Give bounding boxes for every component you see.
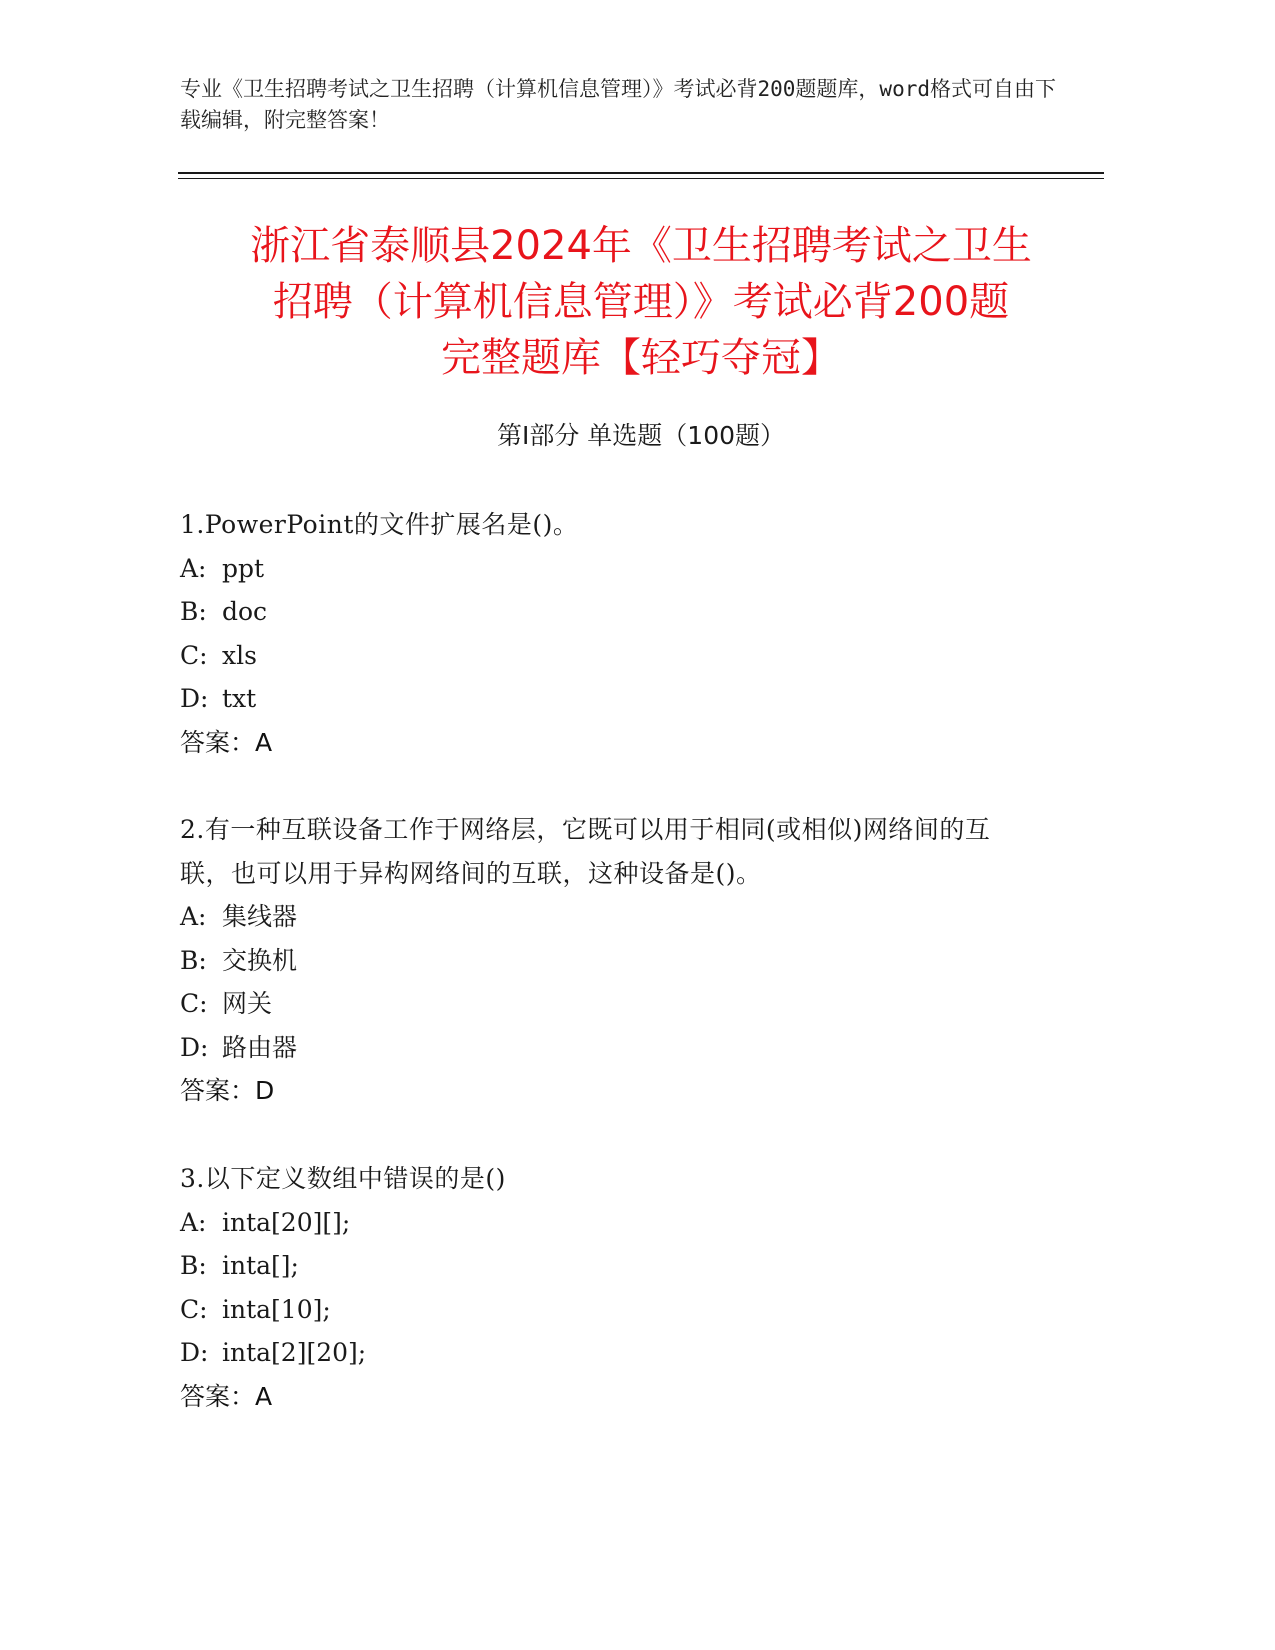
document-title-line: 浙江省泰顺县2024年《卫生招聘考试之卫生 [250,223,1032,269]
option-text: ppt [222,553,265,583]
option-letter: A: [180,1207,207,1237]
option-letter: D: [180,1032,209,1062]
option-letter: B: [180,597,207,626]
header-divider-thick [178,172,1104,174]
option-letter: D: [180,684,209,713]
question-stem: 2.有一种互联设备工作于网络层，它既可以用于相同(或相似)网络间的互联，也可以用于异构网络间的互联，这种设备是()。 [180,815,991,888]
option-a [180,1201,1040,1245]
option-text: 路由器 [222,1032,298,1062]
option-d [180,1331,1040,1375]
option-letter: D: [180,1338,209,1367]
option-b [180,939,1040,983]
document-title-line: 招聘（计算机信息管理）》考试必背200题 [272,279,1010,325]
option-b [180,590,1040,634]
section-title: 第Ⅰ部分 单选题（100题） [496,421,786,450]
document-title-line: 完整题库【轻巧夺冠】 [441,335,841,381]
header-note: 专业《卫生招聘考试之卫生招聘（计算机信息管理）》考试必背200题题库，word格式可自由下载编辑，附完整答案！ [180,77,1056,132]
option-letter: C: [180,640,208,670]
answer: 答案：A [180,1381,273,1411]
question-3 [180,1157,1040,1418]
option-d [180,1026,1040,1070]
option-letter: B: [180,945,207,975]
document-title [178,218,1104,386]
option-text: xls [222,640,257,670]
option-text: 集线器 [222,902,298,931]
option-b [180,1244,1040,1288]
option-text: txt [222,684,257,713]
option-text: inta[]; [222,1251,299,1280]
option-text: inta[2][20]; [222,1338,367,1367]
option-a [180,547,1040,591]
question-stem: 1.PowerPoint的文件扩展名是()。 [180,510,579,539]
option-text: doc [222,597,268,626]
question-1 [180,503,1040,764]
option-letter: C: [180,1294,208,1324]
question-stem: 3.以下定义数组中错误的是() [180,1164,506,1193]
option-a [180,895,1040,939]
question-2 [180,808,1040,1113]
option-text: inta[20][]; [222,1207,351,1237]
header-divider-thin [178,178,1104,179]
option-letter: A: [180,553,207,583]
option-text: 交换机 [222,945,298,975]
option-text: 网关 [222,989,273,1018]
option-letter: C: [180,989,208,1018]
answer: 答案：D [180,1076,275,1105]
option-c [180,982,1040,1026]
option-d [180,677,1040,721]
option-letter: A: [180,902,207,931]
option-c [180,634,1040,678]
option-letter: B: [180,1251,207,1280]
option-c [180,1288,1040,1332]
option-text: inta[10]; [222,1294,331,1324]
answer: 答案：A [180,727,273,757]
